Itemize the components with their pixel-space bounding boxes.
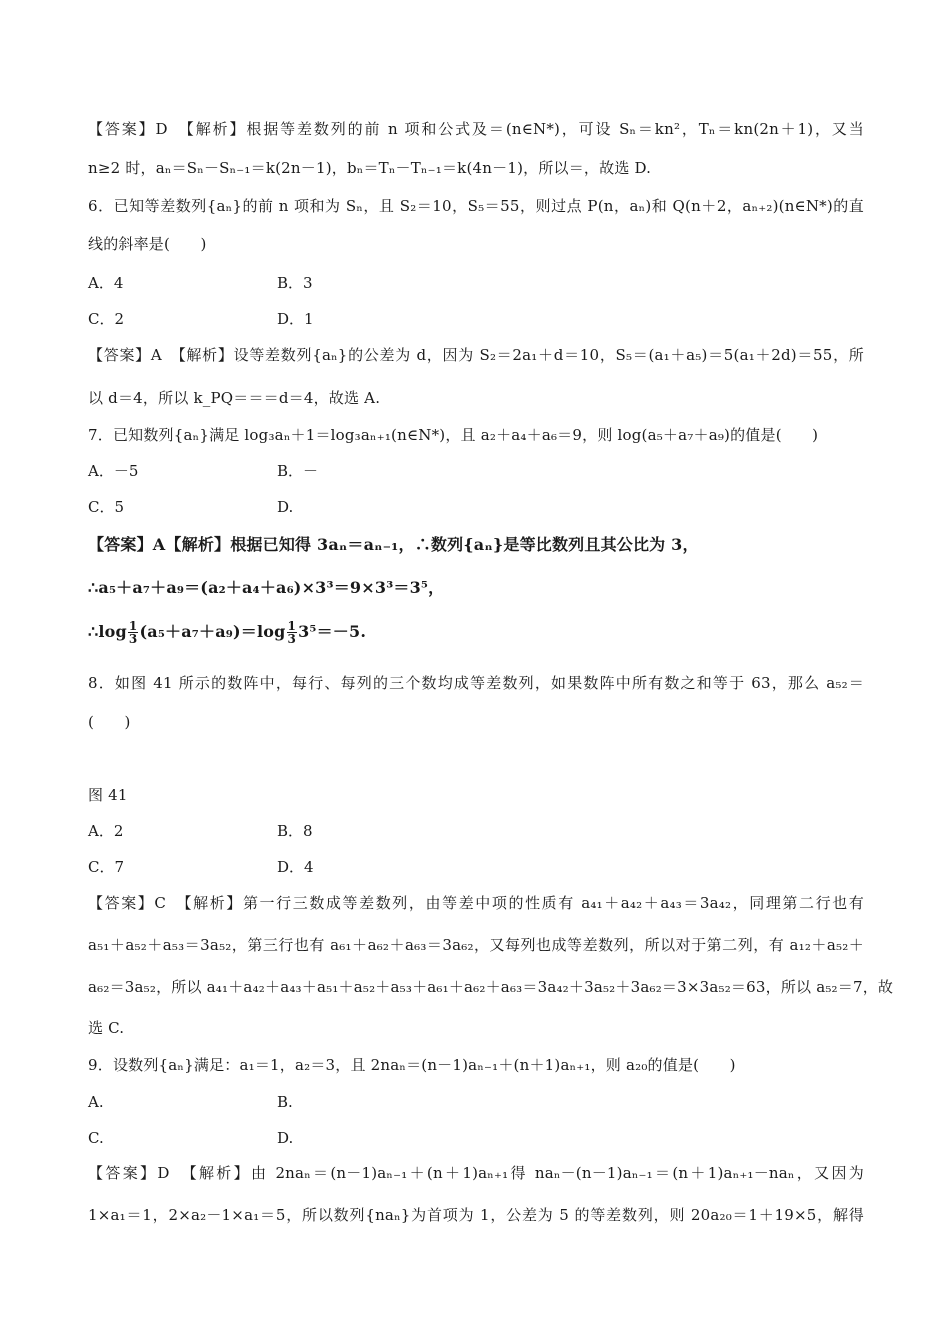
text-line: n≥2 时，aₙ＝Sₙ－Sₙ₋₁＝k(2n－1)，bₙ＝Tₙ－Tₙ₋₁＝k(4n－1)，所以＝，故选 D. xyxy=(88,159,652,177)
fraction-denominator: 3 xyxy=(128,632,138,646)
fraction-numerator: 1 xyxy=(128,619,138,633)
text-line: 9．设数列{aₙ}满足：a₁＝1，a₂＝3，且 2naₙ＝(n－1)aₙ₋₁＋(n＋1)aₙ₊₁，则 a₂₀的值是( ) xyxy=(88,1056,736,1074)
option-left: A．4 xyxy=(88,274,124,292)
option-right: D．4 xyxy=(277,858,314,876)
option-right: D. xyxy=(277,1129,294,1147)
fraction-numerator: 1 xyxy=(287,619,297,633)
text-line: ( ) xyxy=(88,713,131,731)
text-line: 以 d＝4，所以 k_PQ＝＝＝d＝4，故选 A. xyxy=(88,389,381,407)
option-left: A．－5 xyxy=(88,462,139,480)
text-line: 【答案】A 【解析】设等差数列{aₙ}的公差为 d，因为 S₂＝2a₁＋d＝10，S₅＝(a₁＋a₅)＝5(a₁＋2d)＝55，所 xyxy=(88,346,864,364)
option-left: A. xyxy=(88,1093,104,1111)
option-right: B．8 xyxy=(277,822,313,840)
text-line: 图 41 xyxy=(88,786,128,804)
option-left: C. xyxy=(88,1129,104,1147)
text-line: 选 C. xyxy=(88,1019,125,1037)
option-right: D. xyxy=(277,498,294,516)
text-line: 8．如图 41 所示的数阵中，每行、每列的三个数均成等差数列，如果数阵中所有数之和等于 63，那么 a₅₂＝ xyxy=(88,674,864,692)
option-right: D．1 xyxy=(277,310,314,328)
option-left: C．7 xyxy=(88,858,125,876)
text-line: 7．已知数列{aₙ}满足 log₃aₙ＋1＝log₃aₙ₊₁(n∈N*)，且 a₂＋a₄＋a₆＝9，则 log(a₅＋a₇＋a₉)的值是( ) xyxy=(88,426,819,444)
option-left: A．2 xyxy=(88,822,124,840)
fraction-one-third xyxy=(287,620,298,645)
fraction-denominator: 3 xyxy=(287,632,297,646)
q7-answer-line-2: ∴a₅＋a₇＋a₉＝(a₂＋a₄＋a₆)×3³＝9×3³＝3⁵， xyxy=(88,578,445,597)
text-line: 1×a₁＝1，2×a₂－1×a₁＝5，所以数列{naₙ}为首项为 1，公差为 5 的等差数列，则 20a₂₀＝1＋19×5，解得 xyxy=(88,1206,864,1224)
text-line: a₅₁＋a₅₂＋a₅₃＝3a₅₂，第三行也有 a₆₁＋a₆₂＋a₆₃＝3a₆₂，又每列也成等差数列，所以对于第二列，有 a₁₂＋a₅₂＋ xyxy=(88,936,864,954)
text-line: 6．已知等差数列{aₙ}的前 n 项和为 Sₙ，且 S₂＝10，S₅＝55，则过点 P(n，aₙ)和 Q(n＋2，aₙ₊₂)(n∈N*)的直 xyxy=(88,197,864,215)
fraction-one-third xyxy=(128,620,139,645)
q7-answer-line-3 xyxy=(88,620,864,645)
q7-answer-line-1: 【答案】A【解析】根据已知得 3aₙ＝aₙ₋₁，∴数列{aₙ}是等比数列且其公比为 3， xyxy=(88,535,699,554)
text-line: 线的斜率是( ) xyxy=(88,235,207,253)
text-line: 【答案】D 【解析】根据等差数列的前 n 项和公式及＝(n∈N*)，可设 Sₙ＝kn²，Tₙ＝kn(2n＋1)，又当 xyxy=(88,120,864,138)
option-left: C．2 xyxy=(88,310,125,328)
log-text: ∴log xyxy=(88,622,127,641)
log-result-text: 3⁵＝－5. xyxy=(298,622,367,641)
option-right: B．3 xyxy=(277,274,313,292)
option-left: C．5 xyxy=(88,498,125,516)
log-argument-text: (a₅＋a₇＋a₉)＝log xyxy=(139,622,286,641)
option-right: B. xyxy=(277,1093,293,1111)
text-line: 【答案】D 【解析】由 2naₙ＝(n－1)aₙ₋₁＋(n＋1)aₙ₊₁得 naₙ－(n－1)aₙ₋₁＝(n＋1)aₙ₊₁－naₙ，又因为 xyxy=(88,1164,864,1182)
text-line: 【答案】C 【解析】第一行三数成等差数列，由等差中项的性质有 a₄₁＋a₄₂＋a₄₃＝3a₄₂，同理第二行也有 xyxy=(88,894,864,912)
option-right: B．－ xyxy=(277,462,319,480)
text-line: a₆₂＝3a₅₂，所以 a₄₁＋a₄₂＋a₄₃＋a₅₁＋a₅₂＋a₅₃＋a₆₁＋a₆₂＋a₆₃＝3a₄₂＋3a₅₂＋3a₆₂＝3×3a₅₂＝63，所以 a₅₂＝7，故 xyxy=(88,978,894,996)
